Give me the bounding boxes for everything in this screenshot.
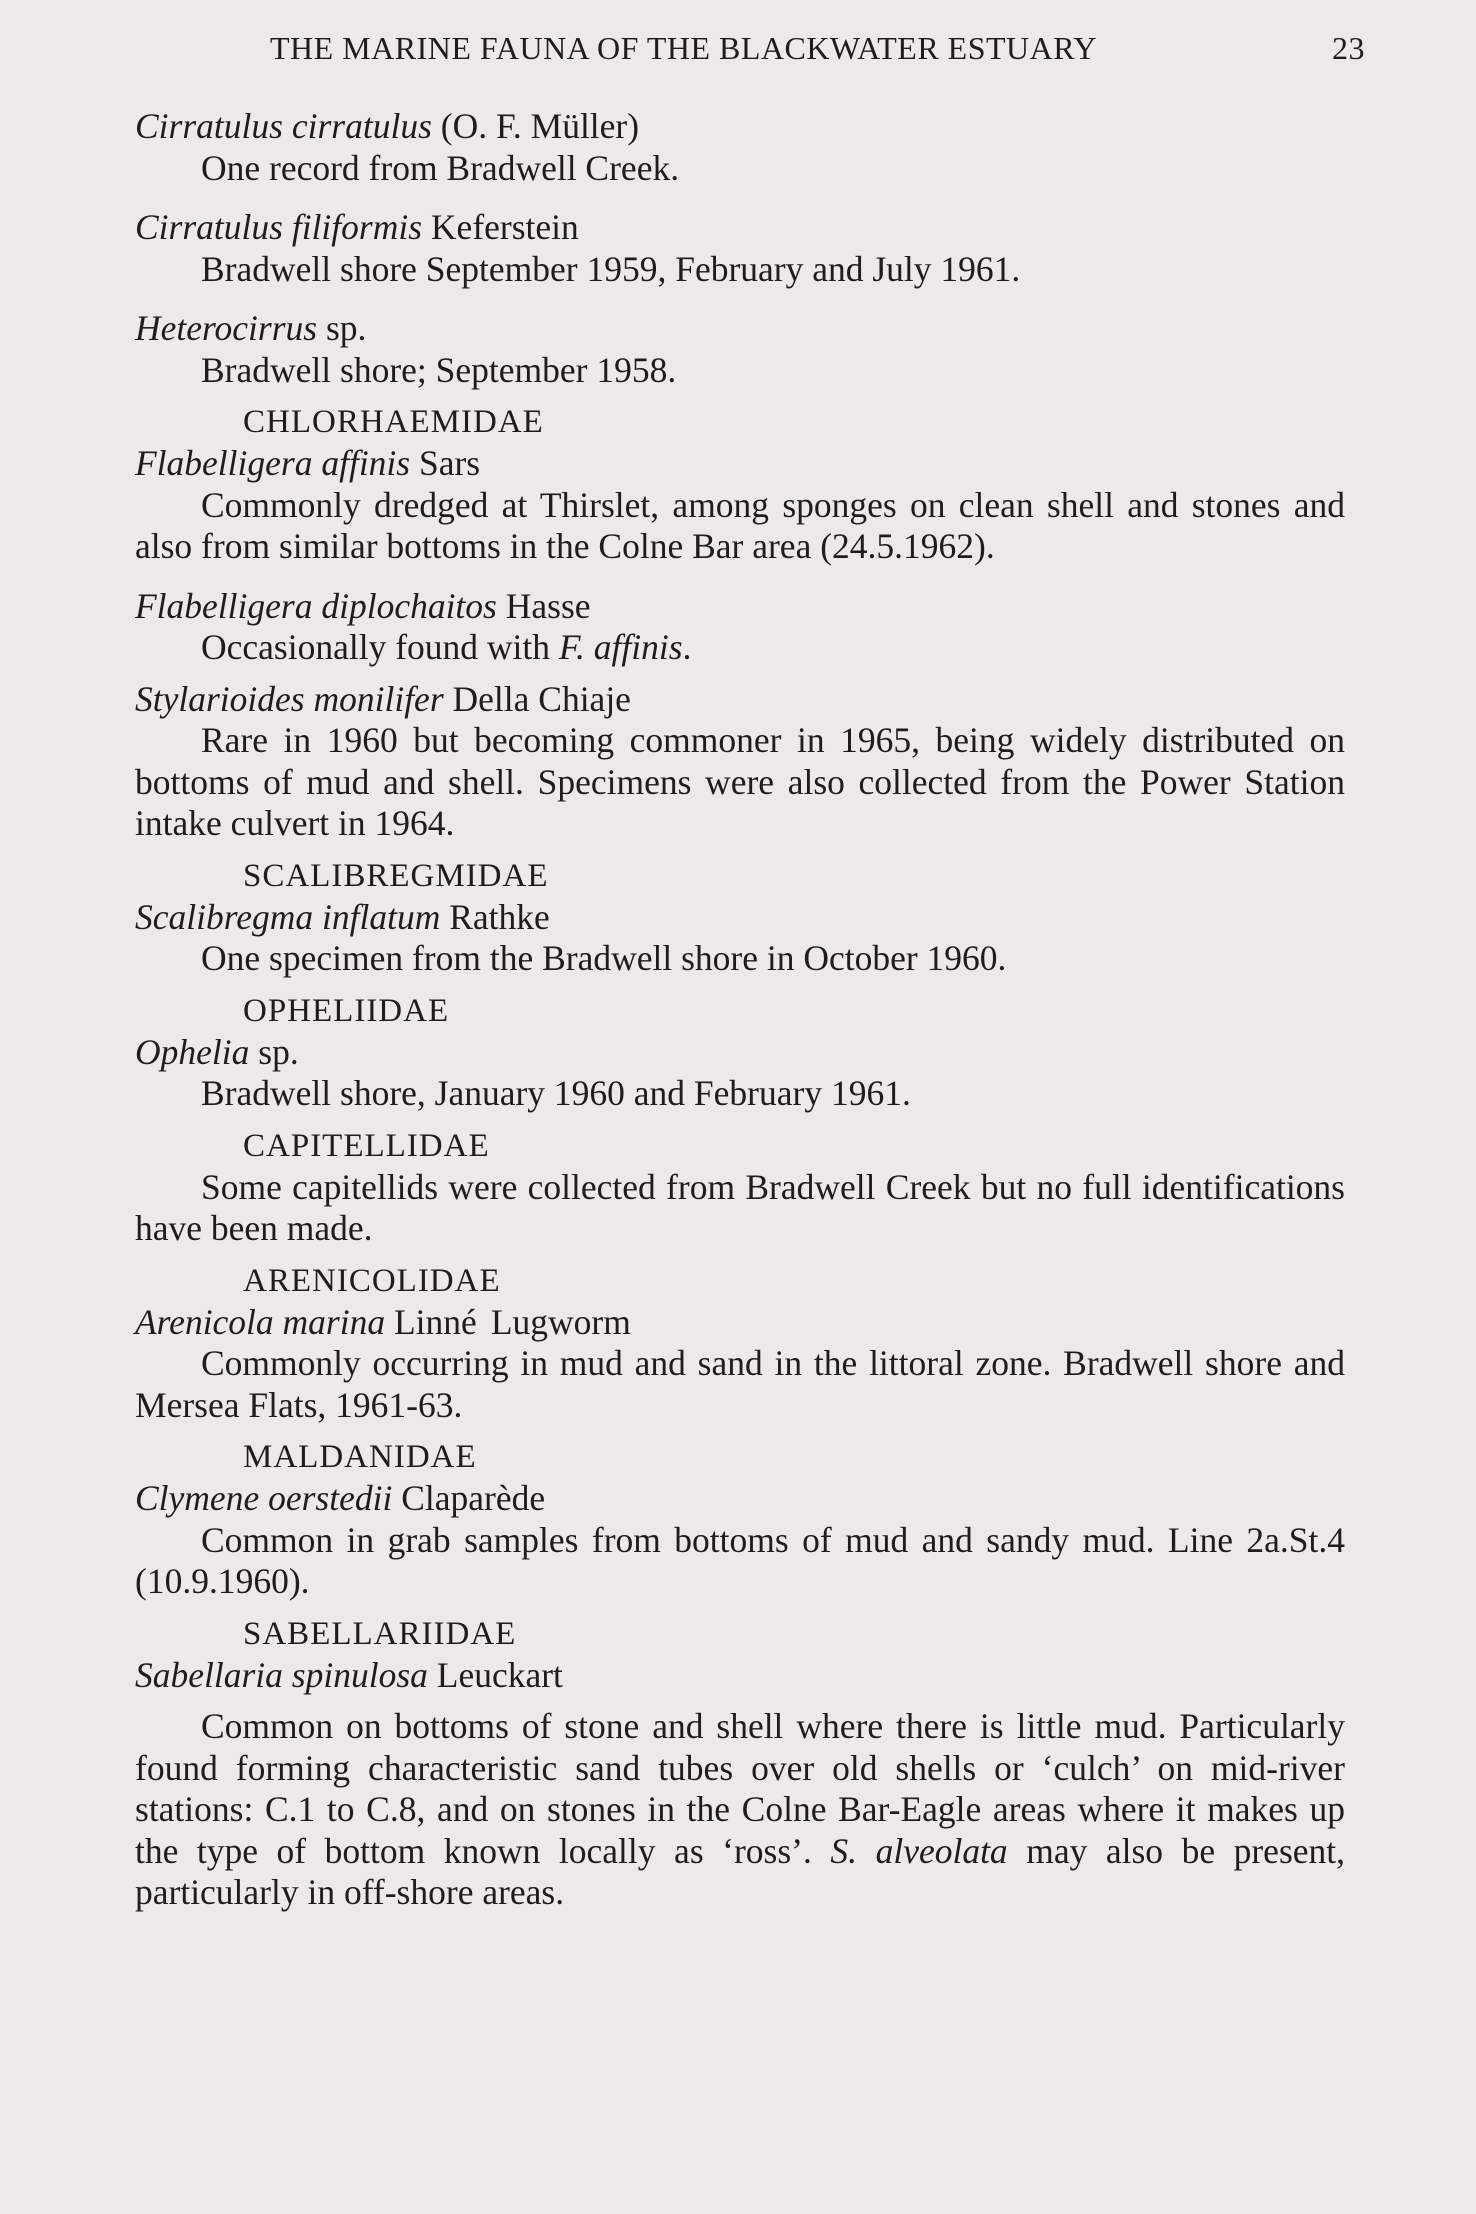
species-authority: sp. (325, 308, 367, 348)
family-heading: OPHELIIDAE (243, 992, 450, 1029)
family-heading: MALDANIDAE (243, 1439, 477, 1475)
family-heading: SABELLARIIDAE (243, 1615, 517, 1652)
species-authority: Linné (394, 1301, 477, 1342)
species-entry (135, 106, 1345, 189)
species-heading (135, 1302, 1345, 1344)
species-name: Clymene oerstedii (135, 1478, 393, 1518)
species-entry (135, 207, 1345, 290)
species-heading (135, 679, 1345, 721)
species-heading (135, 1032, 1345, 1074)
species-entry (135, 897, 1345, 980)
species-authority: Leuckart (436, 1654, 563, 1695)
species-name: Cirratulus cirratulus (135, 106, 432, 146)
species-authority: (O. F. Müller) (440, 106, 640, 146)
species-description: Bradwell shore September 1959, February and July 1961. (201, 248, 1021, 289)
species-name: Scalibregma inflatum (135, 896, 441, 937)
species-description: One specimen from the Bradwell shore in October 1960. (201, 938, 1007, 978)
species-reference: F. affinis (558, 627, 683, 667)
species-description: Rare in 1960 but becoming commoner in 1965, being widely distributed on bottoms of mud and shell. Specimens were also collected from the Power Station intake culvert in 1964. (135, 720, 1345, 843)
species-authority: sp. (258, 1031, 299, 1072)
running-title: THE MARINE FAUNA OF THE BLACKWATER ESTUARY (270, 30, 1097, 66)
species-name: Arenicola marina (135, 1301, 386, 1342)
species-authority: Claparède (401, 1478, 546, 1518)
species-reference: S. alveolata (830, 1830, 1008, 1871)
species-description: Common on bottoms of stone and shell where there is little mud. Particularly found forming characteristic sand tubes over old shells or ‘culch’ on mid-river stations: C.1 to C.8, and on stones in the Colne Bar-Eagle areas where it makes up the type of bottom known locally as ‘ross’. S. alveolata may also be present, particularly in off-shore areas. (135, 1706, 1346, 1912)
species-authority: Hasse (505, 585, 591, 626)
species-authority: Sars (418, 443, 481, 483)
family-heading: CAPITELLIDAE (243, 1127, 490, 1164)
species-authority: Rathke (449, 896, 550, 937)
species-heading (135, 1655, 1345, 1697)
species-name: Stylarioides monilifer (135, 678, 444, 719)
species-description: Bradwell shore, January 1960 and February 1961. (201, 1073, 911, 1113)
species-name: Flabelligera affinis (135, 443, 411, 483)
common-name: Lugworm (490, 1301, 631, 1342)
species-name: Cirratulus filiformis (135, 207, 423, 247)
species-description: Occasionally found with F. affinis. (201, 627, 692, 667)
family-description: Some capitellids were collected from Bradwell Creek but no full identifications have been made. (135, 1166, 1345, 1248)
species-heading (135, 207, 1345, 249)
species-heading (135, 586, 1345, 628)
species-heading (135, 106, 1345, 148)
species-entry (135, 308, 1345, 391)
species-description: One record from Bradwell Creek. (201, 147, 680, 188)
species-entry (135, 443, 1345, 568)
species-description: Commonly occurring in mud and sand in the littoral zone. Bradwell shore and Mersea Flats, 1961-63. (135, 1343, 1345, 1425)
species-description: Common in grab samples from bottoms of mud and sandy mud. Line 2a.St.4 (10.9.1960). (135, 1519, 1345, 1601)
species-heading (135, 443, 1345, 485)
body-text (135, 106, 1345, 1914)
species-name: Sabellaria spinulosa (135, 1654, 428, 1695)
species-entry (135, 1032, 1345, 1115)
species-authority: Della Chiaje (452, 678, 631, 719)
species-entry (135, 1302, 1345, 1427)
species-name: Ophelia (135, 1031, 250, 1072)
species-description: Bradwell shore; September 1958. (201, 349, 677, 390)
species-entry (135, 1478, 1345, 1603)
page-number: 23 (1332, 30, 1365, 66)
species-authority: Keferstein (430, 207, 579, 247)
species-heading (135, 1478, 1345, 1520)
species-heading (135, 308, 1345, 350)
species-entry (135, 1655, 1345, 1914)
species-name: Heterocirrus (135, 308, 318, 348)
species-heading (135, 897, 1345, 939)
family-heading: SCALIBREGMIDAE (243, 857, 549, 894)
species-name: Flabelligera diplochaitos (135, 585, 497, 626)
species-description: Commonly dredged at Thirslet, among sponges on clean shell and stones and also from similar bottoms in the Colne Bar area (24.5.1962). (135, 484, 1345, 566)
species-entry (135, 586, 1345, 669)
family-heading: ARENICOLIDAE (243, 1262, 501, 1299)
species-entry (135, 679, 1345, 845)
family-heading: CHLORHAEMIDAE (243, 404, 544, 440)
